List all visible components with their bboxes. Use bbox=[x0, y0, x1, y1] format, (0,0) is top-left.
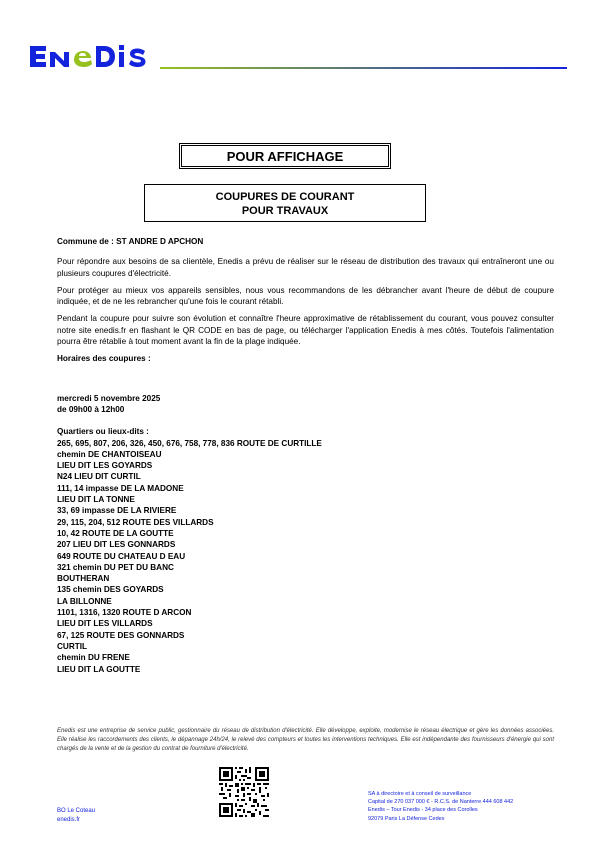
footer-description: Enedis est une entreprise de service public, gestionnaire du réseau de distribution d'électricité. Elle développe, exploite, modernise le réseau électrique et gère les données associées. Elle réalise les raccordements des clients, le dépannage 24h/24, le relevé des compteurs et toutes les interventions techniques. Elle est indépendante des fournisseurs d'énergie qui sont chargés de la vente et de la gestion du contrat de fourniture d'électricité. bbox=[57, 728, 554, 752]
place-item: 29, 115, 204, 512 ROUTE DES VILLARDS bbox=[57, 517, 214, 527]
legal-line-3: Enedis – Tour Enedis - 34 place des Corolles bbox=[368, 807, 478, 814]
place-item: 265, 695, 807, 206, 326, 450, 676, 758, 778, 836 ROUTE DE CURTILLE bbox=[57, 438, 322, 448]
header-divider bbox=[160, 67, 567, 69]
place-item: CURTIL bbox=[57, 641, 88, 651]
subtitle-box bbox=[144, 184, 426, 222]
places-list bbox=[57, 426, 554, 675]
footer-right bbox=[368, 790, 513, 823]
schedule-date: mercredi 5 novembre 2025 bbox=[57, 393, 161, 403]
footer-left bbox=[57, 807, 95, 824]
agency-name: BO Le Coteau bbox=[57, 808, 96, 814]
place-item: 33, 69 impasse DE LA RIVIERE bbox=[57, 506, 177, 516]
website-link[interactable]: enedis.fr bbox=[57, 816, 81, 823]
paragraph-3: Pendant la coupure pour suivre son évolution et connaître l'heure approximative de rétablissement du courant, vous pouvez consulter notre site enedis.fr en flashant le QR CODE en bas de page, ou télécharger l'application Enedis à mes côtés. Toutefois l'alimentation pourra être rétablie à tout moment avant la fin de la plage indiquée. bbox=[57, 314, 554, 347]
title-box bbox=[179, 143, 391, 169]
commune: Commune de : ST ANDRE D APCHON bbox=[57, 237, 204, 246]
paragraph-2: Pour protéger au mieux vos appareils sensibles, nous vous recommandons de les débrancher avant l'heure de début de coupure indiquée, et de ne les rebrancher qu'une fois le courant rétabli. bbox=[57, 285, 554, 307]
qr-code[interactable] bbox=[219, 767, 269, 817]
subtitle-line-1: COUPURES DE COURANT bbox=[215, 191, 355, 203]
legal-line-4: 92079 Paris La Défense Cedex bbox=[368, 815, 445, 822]
paragraph-1: Pour répondre aux besoins de sa clientèle, Enedis a prévu de réaliser sur le réseau de distribution des travaux qui entraîneront une ou plusieurs coupures d'électricité. bbox=[57, 257, 554, 278]
place-item: 321 chemin DU PET DU BANC bbox=[57, 562, 174, 572]
legal-line-2: Capital de 270 037 000 € - R.C.S. de Nanterre 444 608 442 bbox=[368, 799, 514, 806]
place-item: 67, 125 ROUTE DES GONNARDS bbox=[57, 630, 185, 640]
legal-line-1: SA à directoire et à conseil de surveillance bbox=[368, 791, 472, 797]
place-item: 207 LIEU DIT LES GONNARDS bbox=[57, 540, 176, 550]
enedis-logo bbox=[28, 40, 158, 72]
place-item: 111, 14 impasse DE LA MADONE bbox=[57, 483, 184, 493]
place-item: LIEU DIT LES VILLARDS bbox=[57, 619, 153, 629]
place-item: LIEU DIT LA TONNE bbox=[57, 495, 135, 505]
places-label: Quartiers ou lieux-dits : bbox=[57, 427, 149, 437]
notice-body bbox=[57, 236, 554, 675]
place-item: chemin DU FRENE bbox=[57, 653, 130, 663]
horaires-label: Horaires des coupures : bbox=[57, 354, 151, 364]
place-item: 135 chemin DES GOYARDS bbox=[57, 585, 164, 595]
title-text: POUR AFFICHAGE bbox=[226, 148, 344, 164]
place-item: BOUTHERAN bbox=[57, 574, 110, 584]
place-item: 649 ROUTE DU CHATEAU D EAU bbox=[57, 551, 186, 561]
place-item: N24 LIEU DIT CURTIL bbox=[57, 472, 141, 482]
place-item: 1101, 1316, 1320 ROUTE D ARCON bbox=[57, 608, 192, 618]
subtitle-line-2: POUR TRAVAUX bbox=[241, 205, 329, 217]
place-item: LA BILLONNE bbox=[57, 596, 112, 606]
place-item: 10, 42 ROUTE DE LA GOUTTE bbox=[57, 528, 174, 538]
schedule-time: de 09h00 à 12h00 bbox=[57, 404, 125, 414]
place-item: chemin DE CHANTOISEAU bbox=[57, 449, 162, 459]
place-item: LIEU DIT LA GOUTTE bbox=[57, 664, 141, 674]
schedule bbox=[57, 393, 554, 416]
place-item: LIEU DIT LES GOYARDS bbox=[57, 461, 153, 471]
